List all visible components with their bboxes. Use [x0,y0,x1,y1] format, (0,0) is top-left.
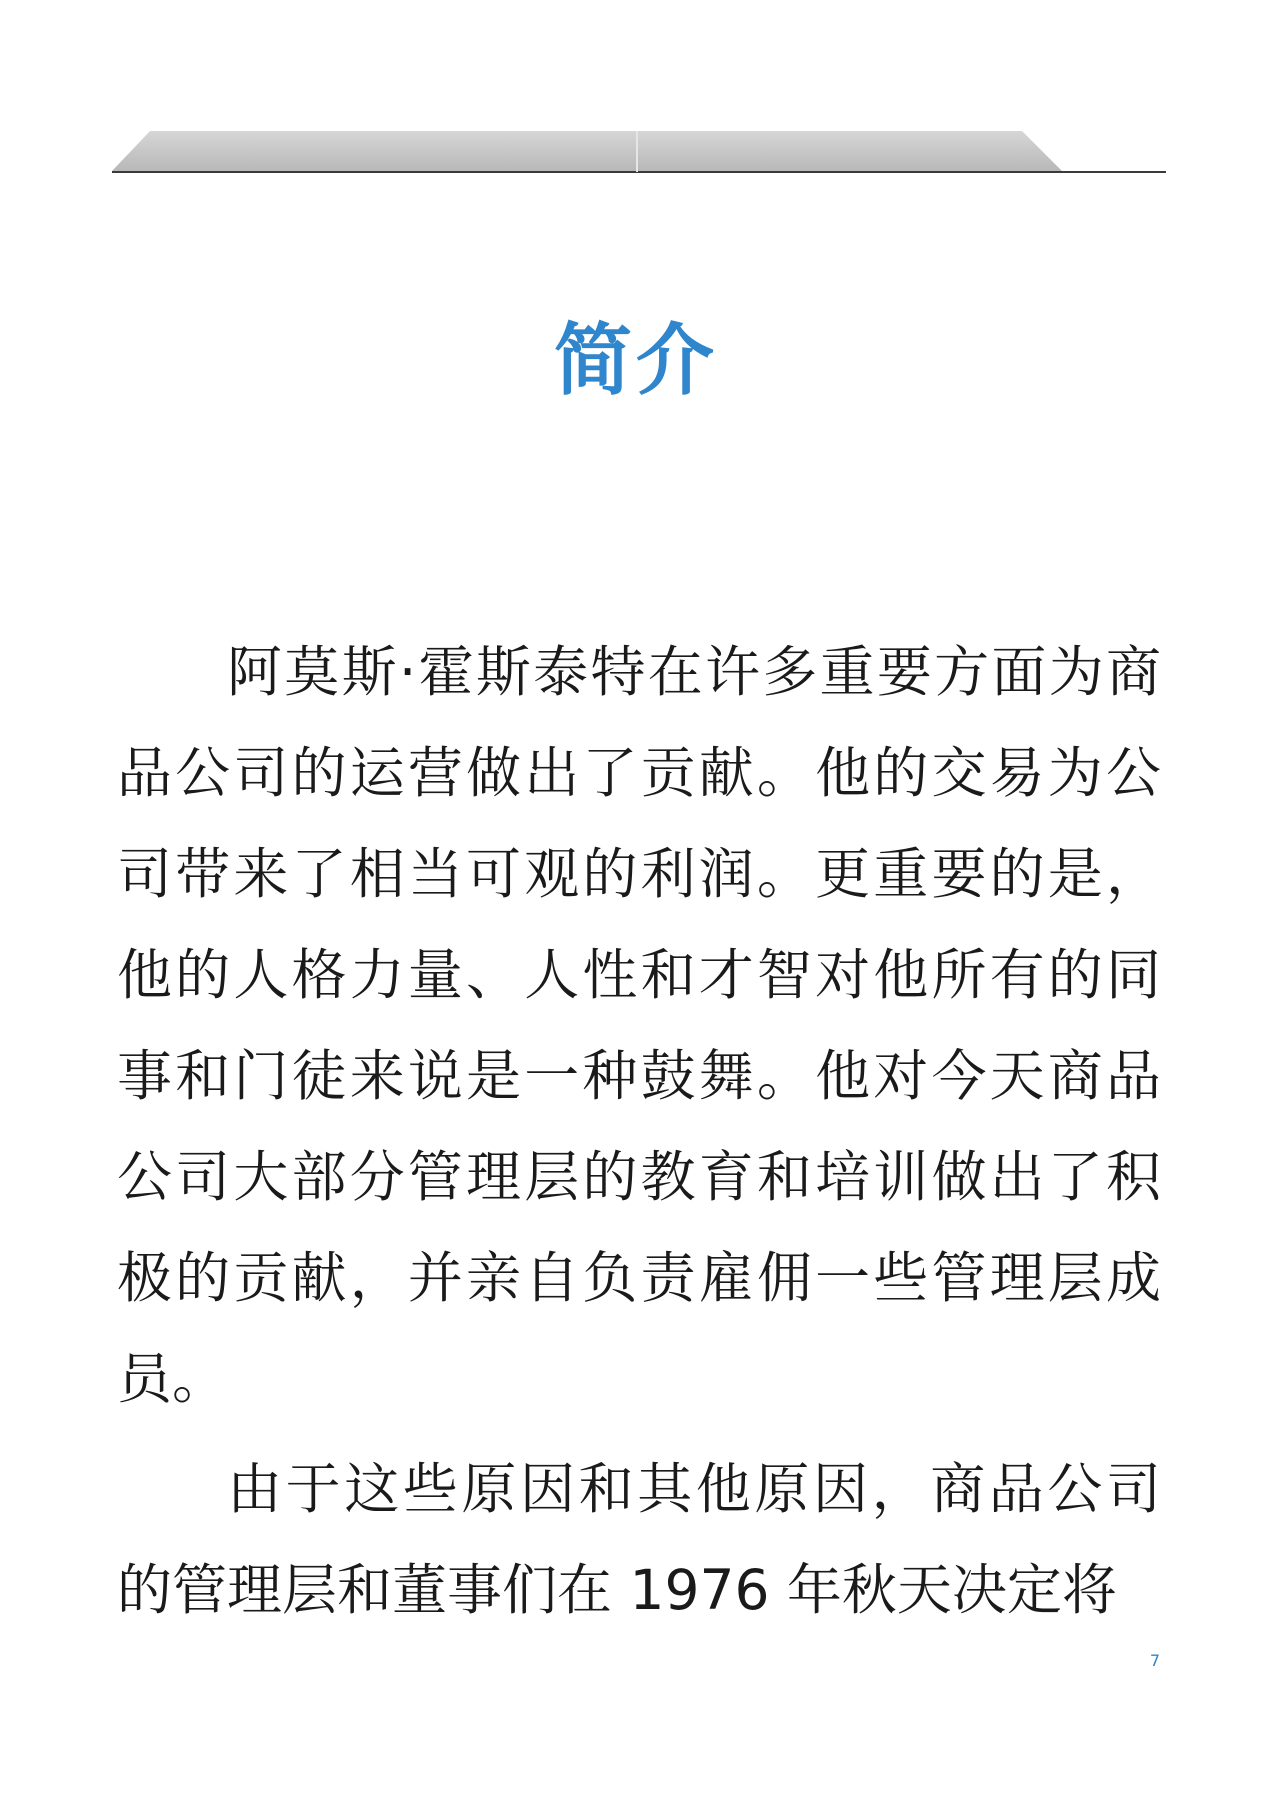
paragraph-2: 由于这些原因和其他原因，商品公司的管理层和董事们在 1976 年秋天决定将 [117,1457,1161,1622]
header-decoration-graphic [0,0,1272,180]
page-title: 简介 [553,316,718,406]
header-decoration-band [0,0,1272,180]
paragraph-1: 阿莫斯·霍斯泰特在许多重要方面为商品公司的运营做出了贡献。他的交易为公司带来了相当可观的利润。更重要的是，他的人格力量、人性和才智对他所有的同事和门徒来说是一种鼓舞。他对今天商品公司大部分管理层的教育和培训做出了积极的贡献，并亲自负责雇佣一些管理层成员。 [117,640,1161,1411]
header-trapezoid-shape [112,131,1062,171]
page-number: 7 [1149,1651,1161,1670]
body-text [117,622,1161,1641]
